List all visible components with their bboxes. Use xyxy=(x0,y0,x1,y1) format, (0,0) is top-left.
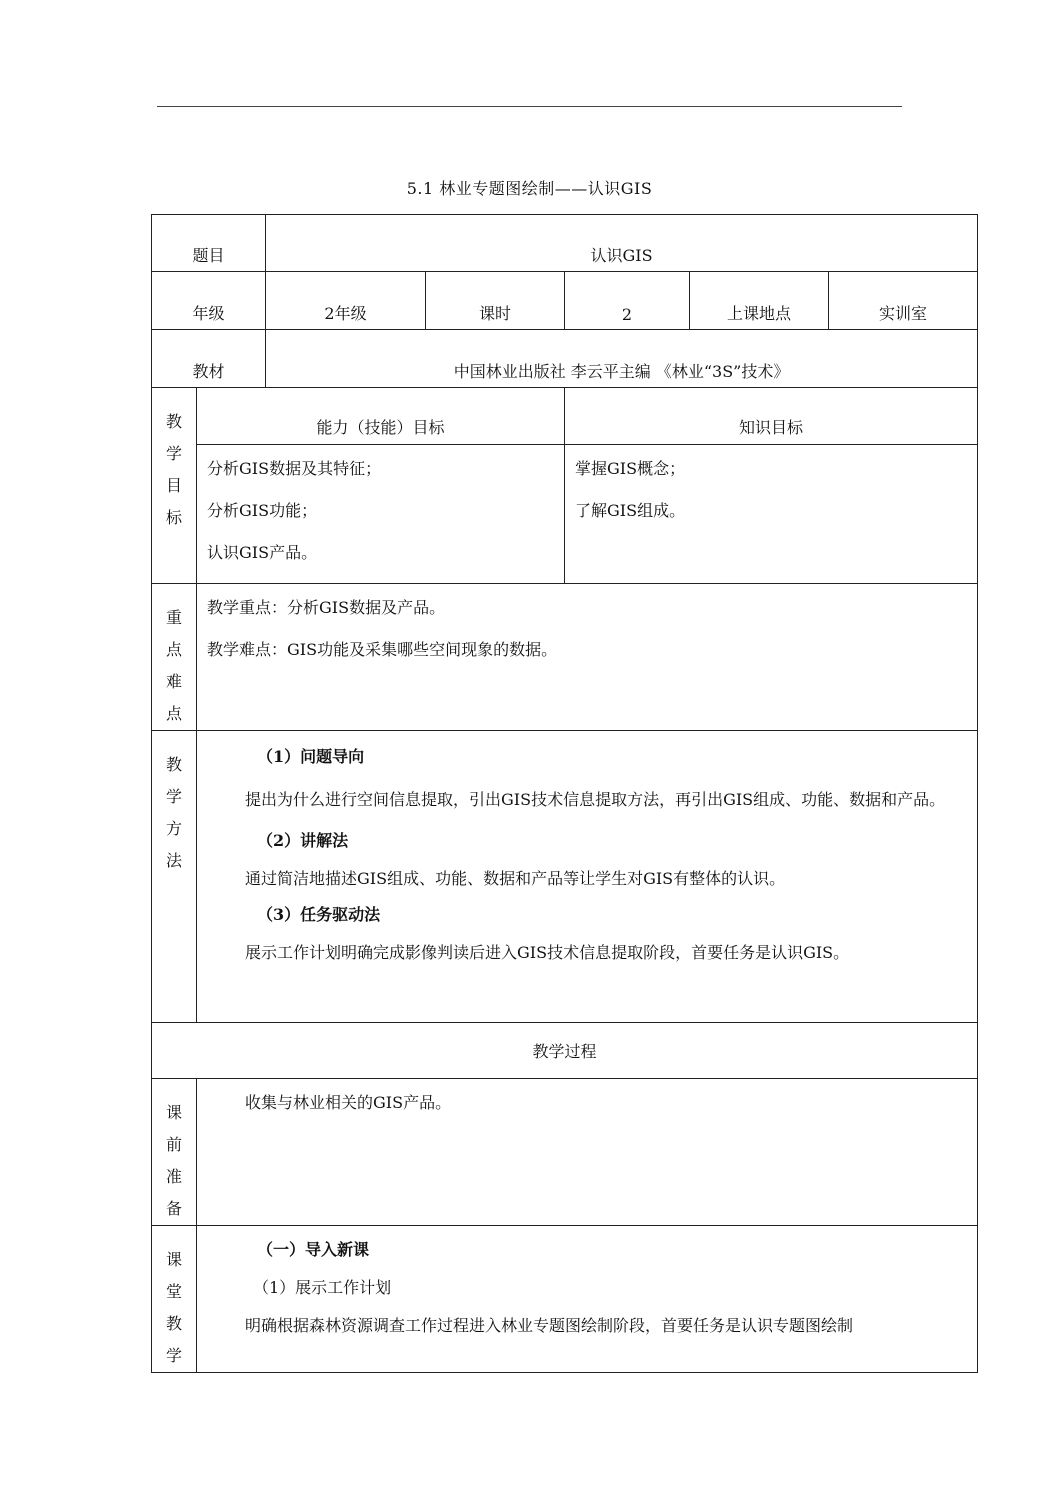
key-points-content xyxy=(197,584,978,731)
goals-label xyxy=(152,388,197,584)
label-char: 法 xyxy=(165,851,182,870)
textbook-label: 教材 xyxy=(152,330,266,388)
ability-goal-item: 认识GIS产品。 xyxy=(207,543,318,562)
label-char: 教 xyxy=(165,755,182,774)
ability-goals-list xyxy=(197,445,565,584)
prep-text: 收集与林业相关的GIS产品。 xyxy=(245,1093,452,1112)
knowledge-goal-item: 掌握GIS概念； xyxy=(575,459,686,478)
ability-goal-item: 分析GIS数据及其特征； xyxy=(207,459,382,478)
label-char: 点 xyxy=(165,704,182,723)
method-heading: （2）讲解法 xyxy=(257,831,349,850)
goals-content-row xyxy=(152,445,978,584)
knowledge-goals-header: 知识目标 xyxy=(565,388,978,445)
document-title: 5.1 林业专题图绘制——认识GIS xyxy=(406,179,653,198)
textbook-row xyxy=(152,330,978,388)
method-heading: （1）问题导向 xyxy=(257,747,365,766)
hours-value: 2 xyxy=(565,272,690,330)
topic-row xyxy=(152,215,978,272)
label-char: 难 xyxy=(165,672,182,691)
place-label: 上课地点 xyxy=(690,272,829,330)
knowledge-goals-list xyxy=(565,445,978,584)
label-char: 堂 xyxy=(165,1282,182,1301)
label-char: 课 xyxy=(165,1250,182,1269)
methods-content xyxy=(197,731,978,1023)
grade-row xyxy=(152,272,978,330)
lesson-plan-table xyxy=(151,214,978,1373)
label-char: 点 xyxy=(165,640,182,659)
label-char: 方 xyxy=(165,819,182,838)
key-point-item: 教学难点：GIS功能及采集哪些空间现象的数据。 xyxy=(207,640,558,659)
classroom-row xyxy=(152,1226,978,1373)
label-char: 教 xyxy=(165,412,182,431)
classroom-content xyxy=(197,1226,978,1373)
label-char: 课 xyxy=(165,1103,182,1122)
topic-value: 认识GIS xyxy=(266,215,978,272)
label-char: 学 xyxy=(165,444,182,463)
method-body: 提出为什么进行空间信息提取，引出GIS技术信息提取方法，再引出GIS组成、功能、数据和产品。 xyxy=(245,790,946,809)
process-header-row xyxy=(152,1023,978,1079)
classroom-label xyxy=(152,1226,197,1373)
classroom-subheading: （1）展示工作计划 xyxy=(253,1278,392,1297)
ability-goals-header: 能力（技能）目标 xyxy=(197,388,565,445)
methods-label xyxy=(152,731,197,1023)
label-char: 学 xyxy=(165,1346,182,1365)
topic-label: 题目 xyxy=(152,215,266,272)
label-char: 标 xyxy=(165,508,182,527)
label-char: 目 xyxy=(165,476,182,495)
methods-row xyxy=(152,731,978,1023)
method-heading: （3）任务驱动法 xyxy=(257,905,381,924)
prep-row xyxy=(152,1079,978,1226)
header-rule xyxy=(157,106,902,107)
classroom-heading: （一）导入新课 xyxy=(257,1240,370,1259)
ability-goal-item: 分析GIS功能； xyxy=(207,501,318,520)
knowledge-goal-item: 了解GIS组成。 xyxy=(575,501,686,520)
place-value: 实训室 xyxy=(829,272,978,330)
key-point-item: 教学重点：分析GIS数据及产品。 xyxy=(207,598,446,617)
label-char: 教 xyxy=(165,1314,182,1333)
classroom-text: 明确根据森林资源调查工作过程进入林业专题图绘制阶段，首要任务是认识专题图绘制 xyxy=(245,1316,854,1335)
process-header: 教学过程 xyxy=(152,1023,978,1079)
textbook-value: 中国林业出版社 李云平主编 《林业“3S”技术》 xyxy=(266,330,978,388)
grade-value: 2年级 xyxy=(266,272,426,330)
grade-label: 年级 xyxy=(152,272,266,330)
label-char: 学 xyxy=(165,787,182,806)
method-body: 展示工作计划明确完成影像判读后进入GIS技术信息提取阶段，首要任务是认识GIS。 xyxy=(245,943,850,962)
label-char: 备 xyxy=(165,1199,182,1218)
label-char: 重 xyxy=(165,608,182,627)
key-points-label xyxy=(152,584,197,731)
key-points-row xyxy=(152,584,978,731)
goals-header-row xyxy=(152,388,978,445)
prep-content xyxy=(197,1079,978,1226)
label-char: 前 xyxy=(165,1135,182,1154)
method-body: 通过简洁地描述GIS组成、功能、数据和产品等让学生对GIS有整体的认识。 xyxy=(245,869,786,888)
hours-label: 课时 xyxy=(426,272,565,330)
label-char: 准 xyxy=(165,1167,182,1186)
prep-label xyxy=(152,1079,197,1226)
